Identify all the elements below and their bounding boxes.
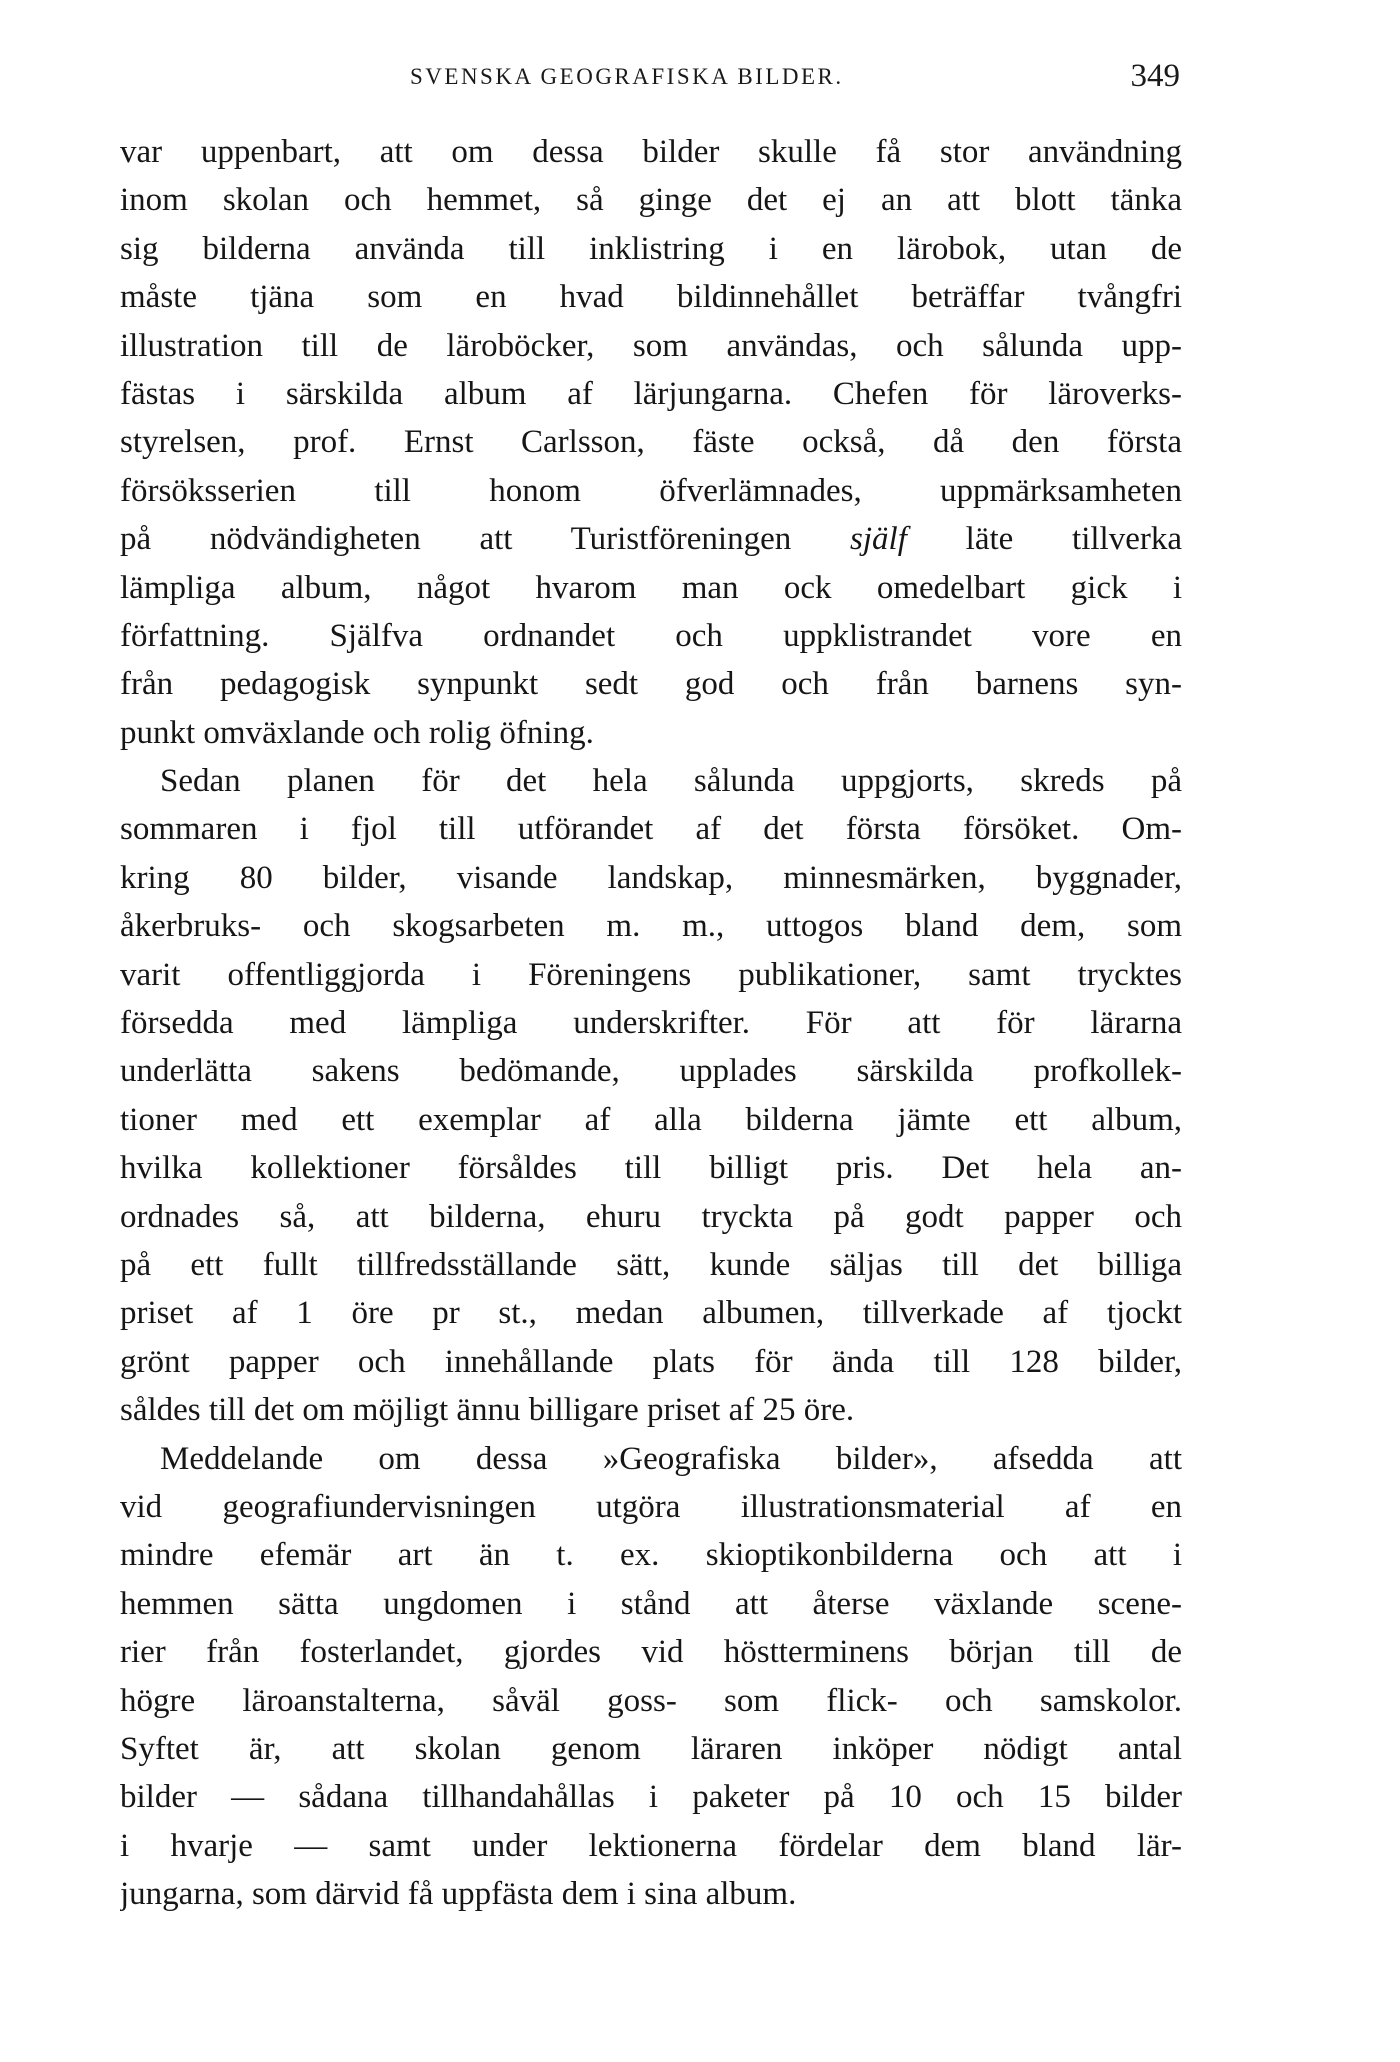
- text-line: priset af 1 öre pr st., medan albumen, tillverkade af tjockt: [120, 1295, 1182, 1332]
- running-title: SVENSKA GEOGRAFISKA BILDER.: [410, 64, 844, 89]
- text-line: högre läroanstalterna, såväl goss- som flick- och samskolor.: [120, 1682, 1182, 1719]
- text-line: författning. Själfva ordnandet och uppklistrandet vore en: [120, 617, 1182, 654]
- text-line: styrelsen, prof. Ernst Carlsson, fäste också, då den första: [120, 424, 1182, 461]
- text-line: sommaren i fjol till utförandet af det första försöket. Om-: [120, 811, 1182, 848]
- text-line: åkerbruks- och skogsarbeten m. m., uttogos bland dem, som: [120, 908, 1182, 945]
- text-line: lämpliga album, något hvarom man ock omedelbart gick i: [120, 569, 1182, 606]
- text-run: på nödvändigheten att Turistföreningen: [120, 521, 851, 558]
- emphasized-word: själf: [850, 521, 907, 558]
- text-line: var uppenbart, att om dessa bilder skulle få stor användning: [120, 134, 1182, 170]
- text-line: kring 80 bilder, visande landskap, minnesmärken, byggnader,: [120, 859, 1182, 896]
- text-line: grönt papper och innehållande plats för ända till 128 bilder,: [120, 1343, 1182, 1380]
- running-head: [120, 58, 1180, 98]
- body-text: [120, 128, 1182, 1918]
- text-line: Syftet är, att skolan genom läraren inköper nödigt antal: [120, 1730, 1182, 1767]
- text-line: från pedagogisk synpunkt sedt god och från barnens syn-: [120, 666, 1182, 703]
- text-line: sig bilderna använda till inklistring i en lärobok, utan de: [120, 230, 1182, 267]
- text-line: rier från fosterlandet, gjordes vid höstterminens början till de: [120, 1634, 1182, 1671]
- text-line: punkt omväxlande och rolig öfning.: [120, 714, 594, 751]
- text-line: fästas i särskilda album af lärjungarna. Chefen för läroverks-: [120, 375, 1182, 412]
- text-line: [120, 515, 1182, 563]
- text-line: underlätta sakens bedömande, upplades särskilda profkollek-: [120, 1053, 1182, 1090]
- text-line: Sedan planen för det hela sålunda uppgjorts, skreds på: [160, 763, 1182, 800]
- text-line: Meddelande om dessa »Geografiska bilder», afsedda att: [160, 1440, 1182, 1477]
- text-line: såldes till det om möjligt ännu billigare priset af 25 öre.: [120, 1392, 855, 1429]
- paragraph: [120, 128, 1182, 757]
- text-line: jungarna, som därvid få uppfästa dem i sina album.: [120, 1876, 797, 1913]
- text-line: hemmen sätta ungdomen i stånd att återse växlande scene-: [120, 1585, 1182, 1622]
- page-number: 349: [1130, 58, 1180, 94]
- paragraph: [120, 1435, 1182, 1919]
- text-line: vid geografiundervisningen utgöra illustrationsmaterial af en: [120, 1488, 1182, 1525]
- text-line: varit offentliggjorda i Föreningens publikationer, samt trycktes: [120, 956, 1182, 993]
- text-line: försöksserien till honom öfverlämnades, uppmärksamheten: [120, 472, 1182, 509]
- text-line: illustration till de läroböcker, som användas, och sålunda upp-: [120, 327, 1182, 364]
- text-line: hvilka kollektioner försåldes till billigt pris. Det hela an-: [120, 1150, 1182, 1187]
- text-line: mindre efemär art än t. ex. skioptikonbilderna och att i: [120, 1537, 1182, 1574]
- text-line: inom skolan och hemmet, så ginge det ej an att blott tänka: [120, 182, 1182, 219]
- text-line: försedda med lämpliga underskrifter. För att för lärarna: [120, 1005, 1182, 1042]
- text-line: tioner med ett exemplar af alla bilderna jämte ett album,: [120, 1101, 1182, 1138]
- text-line: bilder — sådana tillhandahållas i paketer på 10 och 15 bilder: [120, 1779, 1182, 1816]
- text-run: läte tillverka: [906, 521, 1182, 558]
- text-line: måste tjäna som en hvad bildinnehållet beträffar tvångfri: [120, 279, 1182, 316]
- paragraph: [120, 757, 1182, 1434]
- text-line: ordnades så, att bilderna, ehuru tryckta på godt papper och: [120, 1198, 1182, 1235]
- text-line: i hvarje — samt under lektionerna fördelar dem bland lär-: [120, 1827, 1182, 1864]
- text-line: på ett fullt tillfredsställande sätt, kunde säljas till det billiga: [120, 1246, 1182, 1283]
